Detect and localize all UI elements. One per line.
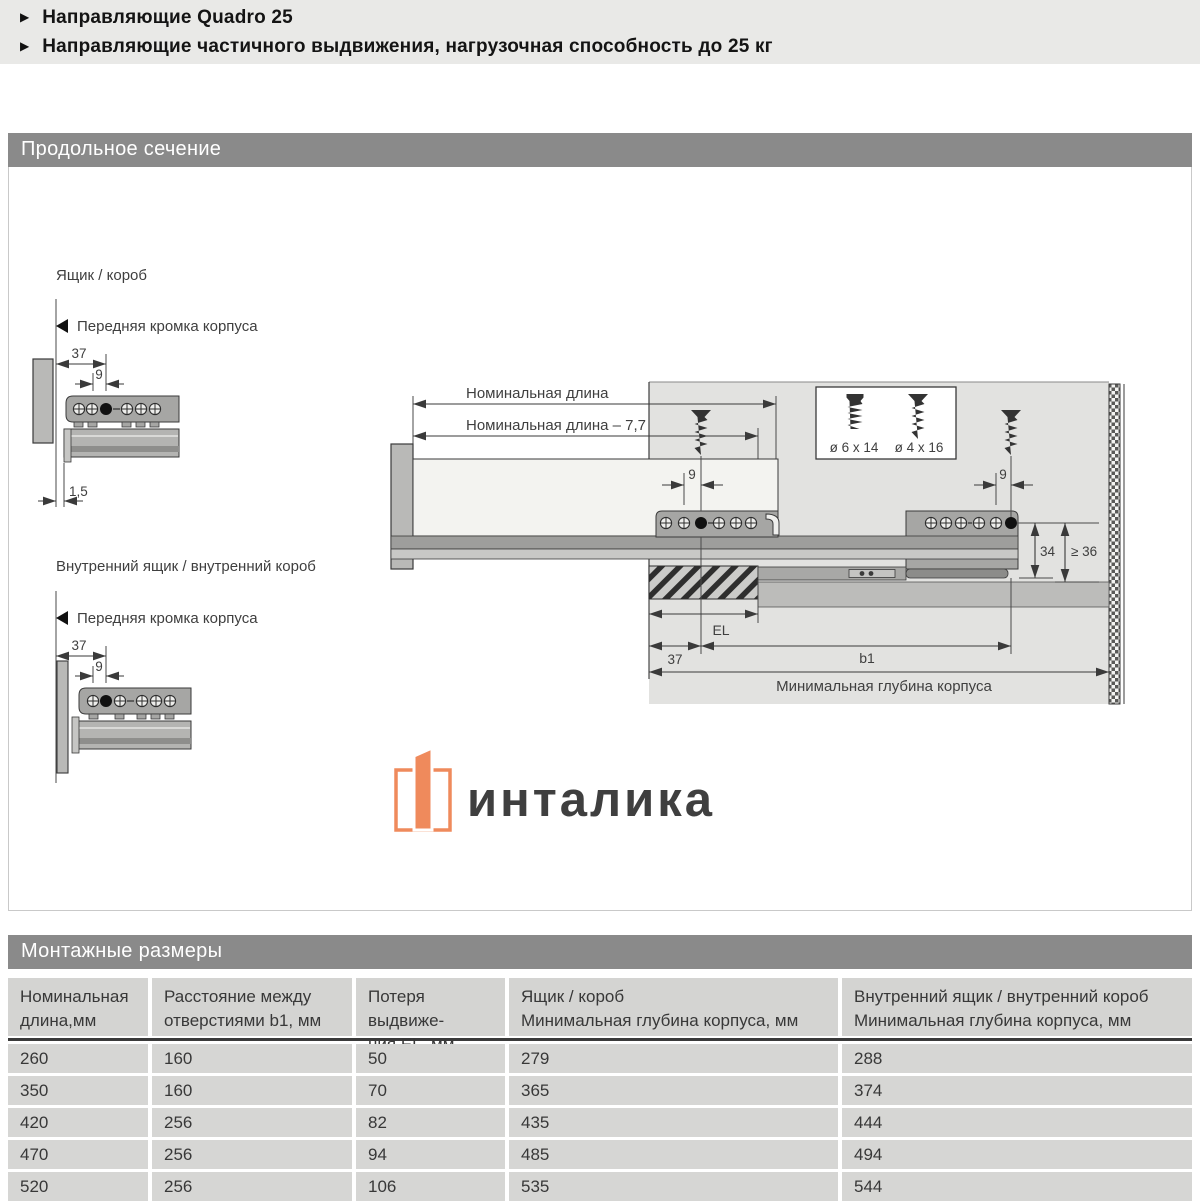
cell-extension-loss: 50 [356, 1044, 505, 1073]
col-header-hole-distance [152, 978, 352, 1036]
cell-hole-distance: 256 [152, 1108, 352, 1137]
longitudinal-section-panel [8, 167, 1192, 911]
cell-nominal-length: 470 [8, 1140, 148, 1169]
intalika-logo [392, 744, 832, 846]
mounting-hole-filled [100, 695, 112, 707]
cabinet-bottom-panel [758, 582, 1109, 607]
drawer-box-label: Ящик / короб [56, 267, 147, 284]
header-bullet-2 [0, 33, 1200, 62]
inner-rail-profile [76, 721, 191, 749]
header-line: Ящик / короб [521, 987, 625, 1006]
dim-ge36-label: ≥ 36 [1071, 544, 1098, 559]
header-line: Минимальная глубина корпуса, мм [854, 1011, 1132, 1030]
inner-drawer-label: Внутренний ящик / внутренний короб [56, 558, 316, 575]
screw-size-2-label: ø 4 x 16 [894, 440, 944, 455]
cell-drawer-depth: 435 [509, 1108, 838, 1137]
header-line: Потеря выдвиже- [368, 987, 445, 1030]
drawer-rail-profile [64, 429, 179, 457]
cell-hole-distance: 160 [152, 1044, 352, 1073]
cell-drawer-depth: 279 [509, 1044, 838, 1073]
product-subtitle: Направляющие частичного выдвижения, нагрузочная способность до 25 кг [42, 36, 773, 57]
inner-drawer-diagram [56, 558, 316, 783]
cell-inner-drawer-depth: 444 [842, 1108, 1192, 1137]
front-edge-label: Передняя кромка корпуса [77, 318, 258, 335]
section-banner-mounting [8, 935, 1192, 969]
logo-i-bar-icon [414, 748, 432, 830]
header-line: отверстиями b1, мм [164, 1011, 322, 1030]
page-header [0, 0, 1200, 64]
section-title: Продольное сечение [21, 138, 222, 160]
cell-inner-drawer-depth: 544 [842, 1172, 1192, 1201]
drawer-box-diagram [33, 267, 258, 507]
min-depth-label: Минимальная глубина корпуса [776, 678, 992, 695]
mounting-dimensions-table [8, 978, 1192, 1201]
cell-drawer-depth: 485 [509, 1140, 838, 1169]
header-line: Расстояние между [164, 987, 312, 1006]
dim-9-label: 9 [95, 659, 103, 674]
hatched-zone [649, 566, 758, 599]
cell-hole-distance: 256 [152, 1140, 352, 1169]
dim-el-label: EL [712, 622, 730, 638]
inner-drawer-front-panel [57, 661, 68, 773]
col-header-inner-drawer-depth [842, 978, 1192, 1036]
watermark-text: инталика [467, 773, 715, 827]
header-line: Номинальная [20, 987, 129, 1006]
table-row [8, 1044, 1192, 1073]
col-header-extension-loss [356, 978, 505, 1036]
cell-drawer-depth: 365 [509, 1076, 838, 1105]
cell-drawer-depth: 535 [509, 1172, 838, 1201]
cell-inner-drawer-depth: 374 [842, 1076, 1192, 1105]
rail-bottom-lip [906, 569, 1008, 578]
main-section-drawing [391, 382, 1124, 704]
table-header-rule [8, 1038, 1192, 1041]
nominal-length-label: Номинальная длина [466, 385, 609, 402]
header-line: Минимальная глубина корпуса, мм [521, 1011, 799, 1030]
cell-nominal-length: 350 [8, 1076, 148, 1105]
cell-extension-loss: 94 [356, 1140, 505, 1169]
cell-nominal-length: 520 [8, 1172, 148, 1201]
mounting-hole-filled [100, 403, 112, 415]
drawer-front-panel [33, 359, 53, 443]
dim-1-5-label: 1,5 [69, 484, 88, 499]
table-row [8, 1140, 1192, 1169]
cabinet-back-wall [1109, 384, 1120, 704]
dim-34-label: 34 [1040, 544, 1056, 559]
screw-size-1-label: ø 6 x 14 [829, 440, 879, 455]
bullet-icon: ▶ [20, 10, 30, 24]
dim-9-label: 9 [688, 467, 696, 482]
product-title: Направляющие Quadro 25 [42, 7, 293, 28]
section-title: Монтажные размеры [21, 940, 223, 962]
table-row [8, 1076, 1192, 1105]
dim-37-label: 37 [71, 638, 87, 653]
header-line: длина,мм [20, 1011, 97, 1030]
section-banner-longitudinal [8, 133, 1192, 167]
watermark-logo [392, 744, 832, 846]
dim-9-label: 9 [95, 367, 103, 382]
rail-lower-member [391, 549, 1018, 559]
dim-37-label: 37 [71, 346, 87, 361]
nominal-length-minus-label: Номинальная длина – 7,7 [466, 417, 647, 434]
cell-hole-distance: 256 [152, 1172, 352, 1201]
cell-extension-loss: 106 [356, 1172, 505, 1201]
front-edge-arrow-icon [56, 319, 68, 333]
dim-37-label: 37 [667, 652, 683, 667]
cell-hole-distance: 160 [152, 1076, 352, 1105]
header-bullet-1 [0, 4, 1200, 33]
cell-nominal-length: 420 [8, 1108, 148, 1137]
rail-upper-member [391, 536, 1018, 549]
table-row [8, 1108, 1192, 1137]
mounting-hole-filled [1005, 517, 1017, 529]
col-header-drawer-depth [509, 978, 838, 1036]
table-header-row [8, 978, 1192, 1036]
cell-inner-drawer-depth: 494 [842, 1140, 1192, 1169]
dim-9-label: 9 [999, 467, 1007, 482]
cell-inner-drawer-depth: 288 [842, 1044, 1192, 1073]
front-edge-arrow-icon [56, 611, 68, 625]
front-edge-label: Передняя кромка корпуса [77, 610, 258, 627]
cell-extension-loss: 70 [356, 1076, 505, 1105]
cell-extension-loss: 82 [356, 1108, 505, 1137]
bullet-icon: ▶ [20, 39, 30, 53]
dim-b1-label: b1 [859, 650, 875, 666]
header-line: Внутренний ящик / внутренний короб [854, 987, 1149, 1006]
cell-nominal-length: 260 [8, 1044, 148, 1073]
mounting-hole-filled [695, 517, 707, 529]
col-header-nominal-length [8, 978, 148, 1036]
table-row [8, 1172, 1192, 1201]
